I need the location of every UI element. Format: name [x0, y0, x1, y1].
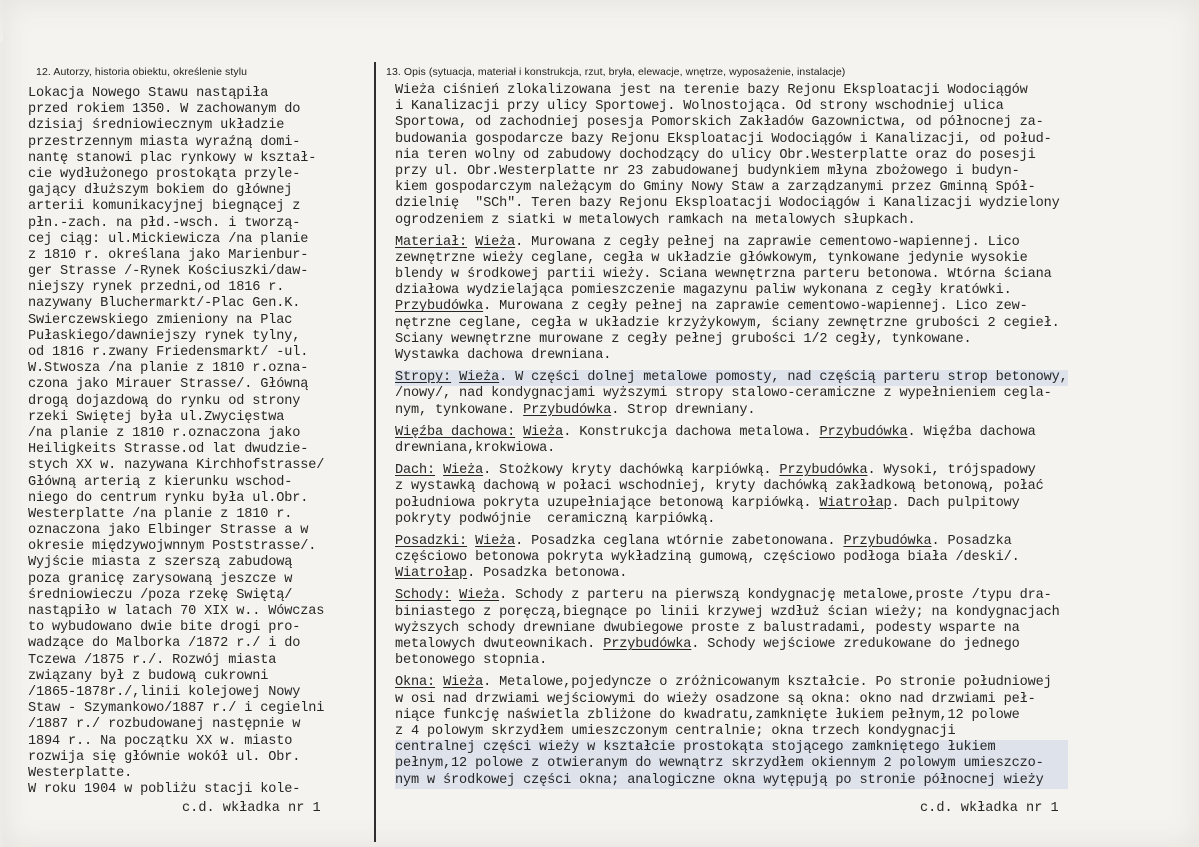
- description-fragment: . Murowana z cegły pełnej na zaprawie cementowo-wapiennej. Lico: [515, 234, 1020, 250]
- history-line: /na planie z 1810 r.oznaczona jako: [28, 425, 301, 441]
- part-name: Przybudówka: [603, 637, 692, 652]
- description-fragment: częściowo betonowa pokryta wykładziną gumową, częściowo podłoga biała /deski/.: [395, 550, 1020, 566]
- description-line: [395, 403, 1068, 419]
- history-line: dzisiaj średniowiecznym układzie: [28, 118, 285, 134]
- description-line: [395, 496, 1068, 512]
- description-line: [395, 463, 1068, 479]
- description-line: [395, 675, 1068, 691]
- intro-line: przy ul. Obr.Westerplatte nr 23 zabudowanej budynkiem młyna zbożowego i budyn-: [395, 163, 1020, 179]
- description-fragment: . Posadzka: [931, 533, 1012, 549]
- description-line: [395, 724, 1068, 740]
- history-line: przestrzennym miasta wyraźną domi-: [28, 134, 301, 150]
- history-line: Swierczewskiego zmieniony na Plac: [28, 312, 293, 328]
- description-fragment: . Strop drewniany.: [611, 402, 756, 418]
- description-line: [395, 235, 1068, 251]
- history-line: okresie międzywojwnnym Poststrasse/.: [28, 539, 317, 555]
- description-line: [395, 756, 1068, 772]
- history-line: stych XX w. nazywana Kirchhofstrasse/: [28, 458, 325, 474]
- column-divider: [374, 62, 376, 842]
- part-name: Przybudówka: [819, 424, 908, 440]
- description-fragment: . Murowana z cegły pełnej na zaprawie cementowo-wapiennej. Lico zew-: [483, 299, 1028, 315]
- history-line: gający dłuższym bokiem do głównej: [28, 183, 293, 199]
- history-line: /1887 r./ rozbudowanej następnie w: [28, 717, 301, 733]
- history-line: cej ciąg: ul.Mickiewicza /na planie: [28, 231, 309, 247]
- history-line: od 1816 r.zwany Friedensmarkt/ -ul.: [28, 345, 309, 360]
- description-fragment: z wystawką dachową w połaci wschodniej, kryty dachówką zakładkową betonową, połać: [395, 479, 1044, 495]
- intro-line: kiem gospodarczym należącym do Gminy Nowy Staw a zarządzanymi przez Gminną Spół-: [395, 180, 1036, 196]
- description-fragment: nętrzne ceglane, cegła w układzie krzyżykowym, ściany zewnętrzne grubości 2 cegieł.: [395, 315, 1060, 331]
- description-line: [395, 251, 1068, 267]
- history-line: poza granicę zarysowaną jeszcze w: [28, 571, 293, 587]
- history-line: cie wydłużonego prostokąta przyle-: [28, 166, 301, 182]
- description-line: [395, 479, 1068, 495]
- history-line: z 1810 r. określana jako Marienbur-: [28, 247, 309, 263]
- part-name: Wieża: [523, 424, 564, 440]
- history-line: oznaczona jako Elbinger Strasse a w: [28, 523, 309, 539]
- part-name: Przybudówka: [395, 299, 484, 315]
- history-line: Lokacja Nowego Stawu nastąpiła: [28, 86, 269, 101]
- description-fragment: działowa wydzielająca pomieszczenie magazynu paliw wykonana z cegły kratówki.: [395, 283, 1012, 299]
- history-line: niego do centrum rynku była ul.Obr.: [28, 490, 309, 506]
- description-line: [395, 348, 1068, 364]
- history-text: [28, 86, 324, 798]
- history-line: Westerplatte.: [28, 765, 133, 781]
- description-line: [395, 283, 1068, 299]
- description-line: [395, 425, 1068, 441]
- intro-line: budowania gospodarcze bazy Rejonu Eksploatacji Wodociągów i Kanalizacji, od połud-: [395, 131, 1052, 147]
- description-fragment: z 4 polowym skrzydłem umieszczonym centralnie; okna trzech kondygnacji: [395, 723, 956, 739]
- history-line: arterii komunikacyjnej biegnącej z: [28, 199, 301, 215]
- description-line: [395, 441, 1068, 457]
- history-line: drogą dojazdową do rynku od strony: [28, 393, 301, 409]
- history-line: nazywany Bluchermarkt/-Plac Gen.K.: [28, 296, 301, 312]
- description-fragment: . Dach pulpitowy: [891, 495, 1020, 511]
- history-line: Heiligkeits Strasse.od lat dwudzie-: [28, 442, 309, 458]
- description-text: [395, 83, 1068, 789]
- description-line: [395, 637, 1068, 653]
- description-line: [395, 370, 1068, 386]
- section-label: Okna:: [395, 675, 436, 691]
- description-fragment: centralnej części wieży w kształcie prostokąta stojącego zamkniętego łukiem: [395, 740, 996, 756]
- description-fragment: blendy w środkowej partii wieży. Sciana wewnętrzna parteru betonowa. Wtórna ściana: [395, 267, 1052, 283]
- description-fragment: wyższych schody drewniane dwubiegowe proste z balustradami, podesty wsparte na: [395, 620, 1020, 636]
- history-line: Pułaskiego/dawniejszy rynek tylny,: [28, 328, 301, 344]
- description-fragment: metalowych dwuteownikach.: [395, 637, 604, 652]
- description-fragment: . Wysoki, trójspadowy: [867, 463, 1036, 479]
- part-name: Wieża: [459, 588, 500, 604]
- section-label: Posadzki:: [395, 533, 468, 549]
- intro-line: Sportowa, od zachodniej posesja Pomorskich Zakładów Gazownictwa, od północnej za-: [395, 115, 1044, 131]
- history-line: Wyjście miasta z szerszą zabudową: [28, 555, 293, 571]
- description-line: [395, 621, 1068, 637]
- history-line: rzeki Swiętej była ul.Zwycięstwa: [28, 409, 285, 425]
- right-continuation-note: c.d. wkładka nr 1: [920, 801, 1059, 816]
- section-label: Dach:: [395, 463, 436, 479]
- history-line: wadzące do Malborka /1872 r./ i do: [28, 636, 301, 652]
- description-line: [395, 692, 1068, 708]
- section-label: Więźba dachowa:: [395, 424, 516, 440]
- history-line: Główną arterią z kierunku wschod-: [28, 474, 293, 490]
- description-line: [395, 566, 1068, 582]
- description-line: [395, 332, 1068, 348]
- left-section-heading: 12. Autorzy, historia obiektu, określenie stylu: [36, 66, 248, 78]
- section-label: Stropy:: [395, 370, 452, 386]
- part-name: Wiatrołap: [819, 495, 892, 511]
- description-fragment: . Stożkowy kryty dachówką karpiówką.: [483, 463, 780, 479]
- part-name: Wieża: [443, 463, 484, 479]
- history-line: płn.-zach. na płd.-wsch. i tworzą-: [28, 215, 301, 231]
- description-fragment: . Schody wejściowe zredukowane do jednego: [691, 637, 1020, 652]
- inventory-card: [3, 0, 1199, 847]
- description-line: [395, 534, 1068, 550]
- part-name: Przybudówka: [523, 402, 612, 418]
- description-line: [395, 605, 1068, 621]
- history-line: rozwija się głównie wokół ul. Obr.: [28, 749, 301, 765]
- part-name: Przybudówka: [843, 533, 932, 549]
- description-fragment: biniastego z poręczą,biegnące po linii krzywej wzdłuż ścian wieży; na kondygnacjach: [395, 604, 1060, 620]
- intro-line: ogrodzeniem z siatki w metalowych ramkach na metalowych słupkach.: [395, 212, 916, 228]
- intro-line: dzielnię "SCh". Teren bazy Rejonu Eksploatacji Wodociągów i Kanalizacji wydzielony: [395, 196, 1060, 212]
- history-line: średniowieczu /poza rzekę Swiętą/: [28, 587, 293, 603]
- history-line: to wybudowano dwie bite drogi pro-: [28, 620, 301, 636]
- description-fragment: pokryty podwójnie ceramiczną karpiówką.: [395, 511, 716, 527]
- description-fragment: w osi nad drzwiami wejściowymi do wieży osadzone są okna: okno nad drzwiami peł-: [395, 691, 1036, 707]
- description-fragment: . W części dolnej metalowe pomosty, nad częścią parteru strop betonowy,: [499, 370, 1068, 386]
- history-line: W roku 1904 w pobliżu stacji kole-: [28, 782, 301, 798]
- history-line: W.Stwosza /na planie z 1810 r.ozna-: [28, 361, 309, 377]
- description-fragment: południowa pokryta uzupełniające betonową karpiówką.: [395, 495, 820, 511]
- description-line: [395, 740, 1068, 756]
- description-fragment: pełnym,12 polowe z otwieranym do wewnątrz skrzydłem okiennym 2 polowym umieszczo-: [395, 756, 1044, 772]
- description-line: [395, 773, 1068, 789]
- history-line: Tczewa /1875 r./. Rozwój miasta: [28, 652, 277, 668]
- description-line: [395, 267, 1068, 283]
- history-line: 1894 r.. Na początku XX w. miasto: [28, 733, 293, 749]
- history-line: niejszy rynek przedni,od 1816 r.: [28, 280, 285, 296]
- description-fragment: Wystawka dachowa drewniana.: [395, 348, 612, 363]
- part-name: Wieża: [475, 234, 516, 250]
- description-fragment: nym, tynkowane.: [395, 402, 524, 418]
- left-continuation-note: c.d. wkładka nr 1: [182, 801, 321, 816]
- description-fragment: betonowego stopnia.: [395, 653, 548, 669]
- description-line: [395, 386, 1068, 402]
- description-fragment: . Konstrukcja dachowa metalowa.: [563, 424, 820, 440]
- intro-line: Wieża ciśnień zlokalizowana jest na terenie bazy Rejonu Eksploatacji Wodociągów: [395, 83, 1028, 98]
- description-fragment: . Więźba dachowa: [907, 424, 1036, 440]
- description-fragment: nym w środkowej części okna; analogiczne okna wytępują po stronie północnej wieży: [395, 772, 1044, 788]
- description-fragment: niące funkcję naświetla zbliżone do kwadratu,zamknięte łukiem pełnym,12 polowe: [395, 707, 1020, 723]
- description-fragment: /nowy/, nad kondygnacjami wyższymi stropy stalowo-ceramiczne z wypełnieniem cegla-: [395, 386, 1052, 402]
- description-line: [395, 550, 1068, 566]
- description-line: [395, 299, 1068, 315]
- description-fragment: zewnętrzne wieży ceglane, cegła w układzie główkowym, tynkowane jedynie wysokie: [395, 250, 1028, 266]
- history-line: związany był z budową cukrowni: [28, 668, 269, 684]
- history-line: /1865-1878r./,linii kolejowej Nowy: [28, 684, 301, 700]
- section-label: Schody:: [395, 588, 452, 604]
- history-line: nastąpiło w latach 70 XIX w.. Wówczas: [28, 604, 325, 619]
- part-name: Wiatrołap: [395, 566, 468, 582]
- description-fragment: . Posadzka betonowa.: [467, 566, 628, 582]
- part-name: Wieża: [443, 675, 484, 691]
- description-fragment: . Posadzka ceglana wtórnie zabetonowana.: [515, 533, 844, 549]
- description-line: [395, 653, 1068, 669]
- history-line: nantę stanowi plac rynkowy w kształ-: [28, 150, 317, 166]
- description-line: [395, 588, 1068, 604]
- part-name: Przybudówka: [779, 463, 868, 479]
- history-line: Staw - Szymankowo/1887 r./ i cegielni: [28, 701, 325, 717]
- intro-line: i Kanalizacji przy ulicy Sportowej. Wolnostojąca. Od strony wschodniej ulica: [395, 99, 1004, 115]
- part-name: Wieża: [459, 370, 500, 386]
- right-section-heading: 13. Opis (sytuacja, materiał i konstrukcja, rzut, bryła, elewacje, wnętrze, wyposażenie, instalacje): [386, 66, 846, 78]
- history-line: ger Strasse /-Rynek Kościuszki/daw-: [28, 264, 309, 280]
- description-line: [395, 708, 1068, 724]
- description-fragment: Sciany wewnętrzne murowane z cegły pełnej grubości 1/2 cegły, tynkowane.: [395, 331, 972, 347]
- description-fragment: drewniana,krokwiowa.: [395, 440, 556, 456]
- intro-line: nia teren wolny od zabudowy dochodzący do ulicy Obr.Westerplatte oraz do posesji: [395, 147, 1036, 163]
- history-line: Westerplatte /na planie z 1810 r.: [28, 506, 293, 522]
- description-line: [395, 316, 1068, 332]
- description-fragment: . Schody z parteru na pierwszą kondygnację metalowe,proste /typu dra-: [499, 588, 1052, 604]
- description-fragment: . Metalowe,pojedyncze o zróżnicowanym kształcie. Po stronie południowej: [483, 675, 1052, 691]
- history-line: przed rokiem 1350. W zachowanym do: [28, 102, 301, 118]
- history-line: czona jako Mirauer Strasse/. Główną: [28, 377, 309, 393]
- section-label: Materiał:: [395, 234, 468, 250]
- part-name: Wieża: [475, 533, 516, 549]
- description-line: [395, 512, 1068, 528]
